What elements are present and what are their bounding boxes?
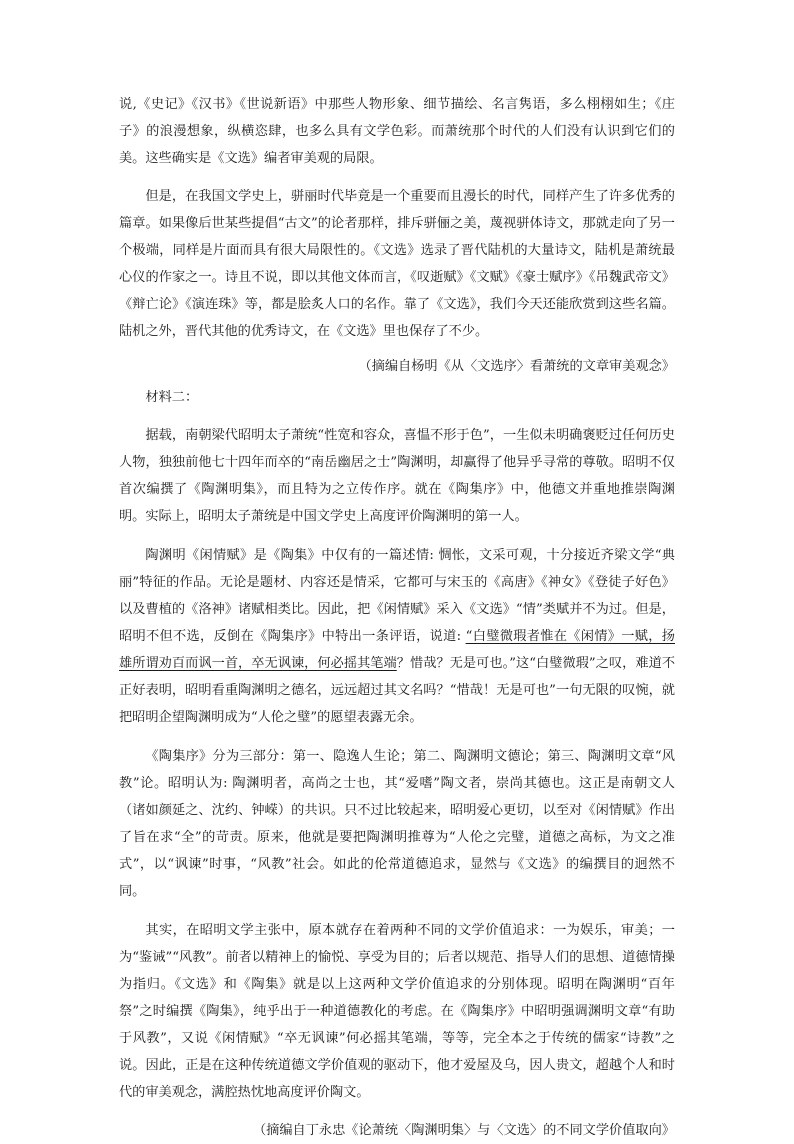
paragraph-4-text-a: 陶渊明《闲情赋》是《陶集》中仅有的一篇述情: 惆怅，文采可观，十分接近齐梁文学“典丽”特征的作品。无论是题材、内容还是情采，它都可与宋玉的《高唐》《神女》《登徒子好色》以及曹植的《洛神》诸赋相类比。因此，把《闲情赋》采入《文选》“情”类赋并不为过。但是，昭明不但不选，反倒在《陶集序》中特出一条评语，说道: xyxy=(119,548,675,644)
paragraph-2: 但是，在我国文学史上，骈丽时代毕竟是一个重要而且漫长的时代，同样产生了许多优秀的篇章。如果像后世某些提倡“古文”的论者那样，排斥骈俪之美，蔑视骈体诗文，那就走向了另一个极端，同样是片面而具有很大局限性的。《文选》选录了晋代陆机的大量诗文，陆机是萧统最心仪的作家之一。诗且不说，即以其他文体而言，《叹逝赋》《文赋》《豪士赋序》《吊魏武帝文》《辩亡论》《演连珠》等，都是脍炙人口的名作。靠了《文选》，我们今天还能欣赏到这些名篇。陆机之外，晋代其他的优秀诗文，在《文选》里也保存了不少。 xyxy=(119,189,675,339)
paragraph-6: 其实，在昭明文学主张中，原本就存在着两种不同的文学价值追求：一为娱乐，审美；一为“鉴诫”“风教”。前者以精神上的愉悦、享受为目的；后者以规范、指导人们的思想、道德情操为指归。《文选》和《陶集》就是以上这两种文学价值追求的分别体现。昭明在陶渊明“百年祭”之时编撰《陶集》，纯乎出于一种道德教化的考虑。在《陶集序》中昭明强调渊明文章“有助于风教”，又说《闲情赋》“卒无讽谏”何必摇其笔端，等等，完全本之于传统的儒家“诗教”之说。因此，正是在这种传统道德文学价值观的驱动下，他才爱屋及乌，因人贵文，超越个人和时代的审美观念，满腔热忱地高度评价陶文。 xyxy=(119,923,675,1100)
underlined-quote: “白璧微瑕者惟在《闲情》一赋，扬雄所谓劝百而讽一首，卒无讽谏，何必摇其笔端 xyxy=(119,629,675,671)
paragraph-1: 说,《史记》《汉书》《世说新语》中那些人物形象、细节描绘、名言隽语，多么栩栩如生；《庄子》的浪漫想象，纵横恣肆，也多么具有文学色彩。而萧统那个时代的人们没有认识到它们的美。这些确实是《文选》编者审美观的局限。 xyxy=(119,97,675,166)
document-page xyxy=(119,91,675,1144)
paragraph-4-text-b: ？惜哉？无是可也。”这“白璧微瑕”之叹，难道不正好表明，昭明看重陶渊明之德名，远远超过其文名吗？“惜哉！无是可也”一句无限的叹惋，就把昭明企望陶渊明成为“人伦之璧”的愿望表露无余。 xyxy=(119,656,676,725)
paragraph-5: 《陶集序》分为三部分：第一、隐逸人生论；第二、陶渊明文德论；第三、陶渊明文章“风教”论。昭明认为: 陶渊明者，高尚之士也，其“爱嗜”陶文者，崇尚其德也。这正是南朝文人（诸如颜延之、沈约、钟嵘）的共识。只不过比较起来，昭明爱心更切，以至对《闲情赋》作出了旨在求“全”的苛责。原来，他就是要把陶渊明推尊为“人伦之完璧，道德之高标，为文之准式”，以“讽谏”时事，“风教”社会。如此的伦常道德追求，显然与《文选》的编撰目的迥然不同。 xyxy=(119,749,675,899)
source-citation-1: （摘编自杨明《从〈文选序〉看萧统的文章审美观念》 xyxy=(358,359,675,374)
source-citation-2: （摘编自丁永忠《论萧统〈陶渊明集〉与〈文选〉的不同文学价值取向》 xyxy=(253,1123,675,1138)
paragraph-4 xyxy=(119,542,675,731)
section-heading-material-2: 材料二： xyxy=(145,390,199,405)
paragraph-3: 据载，南朝梁代昭明太子萧统“性宽和容众，喜愠不形于色”，一生似未明确褒贬过任何历史人物，独独前他七十四年而卒的“南岳幽居之士”陶渊明，却赢得了他异乎寻常的尊敬。昭明不仅首次编撰了《陶渊明集》，而且特为之立传作序。就在《陶集序》中，他德文并重地推崇陶渊明。实际上，昭明太子萧统是中国文学史上高度评价陶渊明的第一人。 xyxy=(119,428,675,524)
